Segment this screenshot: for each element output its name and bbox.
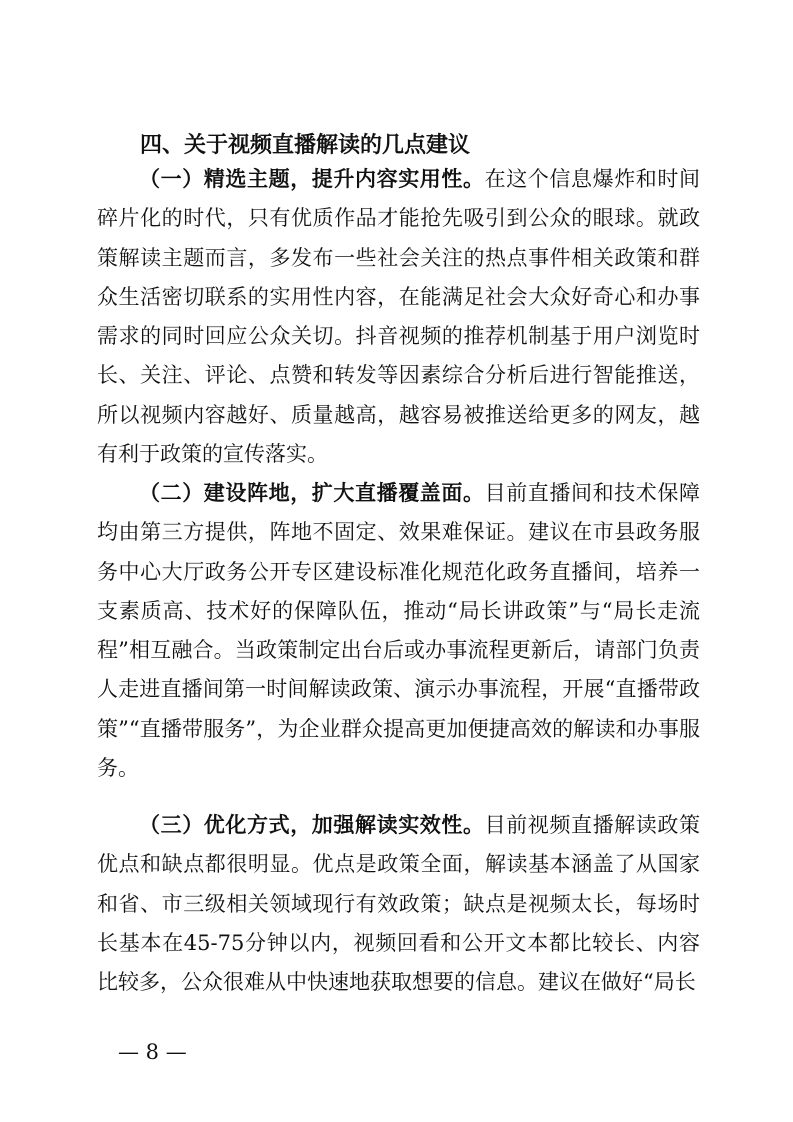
page-number: — 8 — — [118, 1040, 187, 1064]
paragraph-2-body: 目前直播间和技术保障均由第三方提供，阵地不固定、效果难保证。建议在市县政务服务中心大厅政务公开专区建设标准化规范化政务直播间，培养一支素质高、技术好的保障队伍，推动“局长讲政策”与“局长走流程”相互融合。当政策制定出台后或办事流程更新后，请部门负责人走进直播间第一时间解读政策、演示办事流程，开展“直播带政策”“直播带服务”，为企业群众提高更加便捷高效的解读和办事服务。 — [97, 481, 701, 781]
paragraph-3 — [97, 806, 700, 1002]
paragraph-1-lead: （一）精选主题，提升内容实用性。 — [139, 167, 485, 191]
paragraph-3-body: 目前视频直播解读政策优点和缺点都很明显。优点是政策全面，解读基本涵盖了从国家和省、市三级相关领域现行有效政策；缺点是视频太长，每场时长基本在45-75分钟以内，视频回看和公开文本都比较长、内容比较多，公众很难从中快速地获取想要的信息。建议在做好“局长 — [97, 813, 701, 995]
section-heading: 四、关于视频直播解读的几点建议 — [140, 133, 471, 158]
paragraph-2 — [97, 474, 700, 788]
paragraph-1-body: 在这个信息爆炸和时间碎片化的时代，只有优质作品才能抢先吸引到公众的眼球。就政策解读主题而言，多发布一些社会关注的热点事件相关政策和群众生活密切联系的实用性内容，在能满足社会大众好奇心和办事需求的同时回应公众关切。抖音视频的推荐机制基于用户浏览时长、关注、评论、点赞和转发等因素综合分析后进行智能推送，所以视频内容越好、质量越高，越容易被推送给更多的网友，越有利于政策的宣传落实。 — [97, 167, 701, 467]
paragraph-2-lead: （二）建设阵地，扩大直播覆盖面。 — [139, 481, 485, 505]
paragraph-3-lead: （三）优化方式，加强解读实效性。 — [139, 813, 485, 837]
paragraph-1 — [97, 160, 700, 474]
